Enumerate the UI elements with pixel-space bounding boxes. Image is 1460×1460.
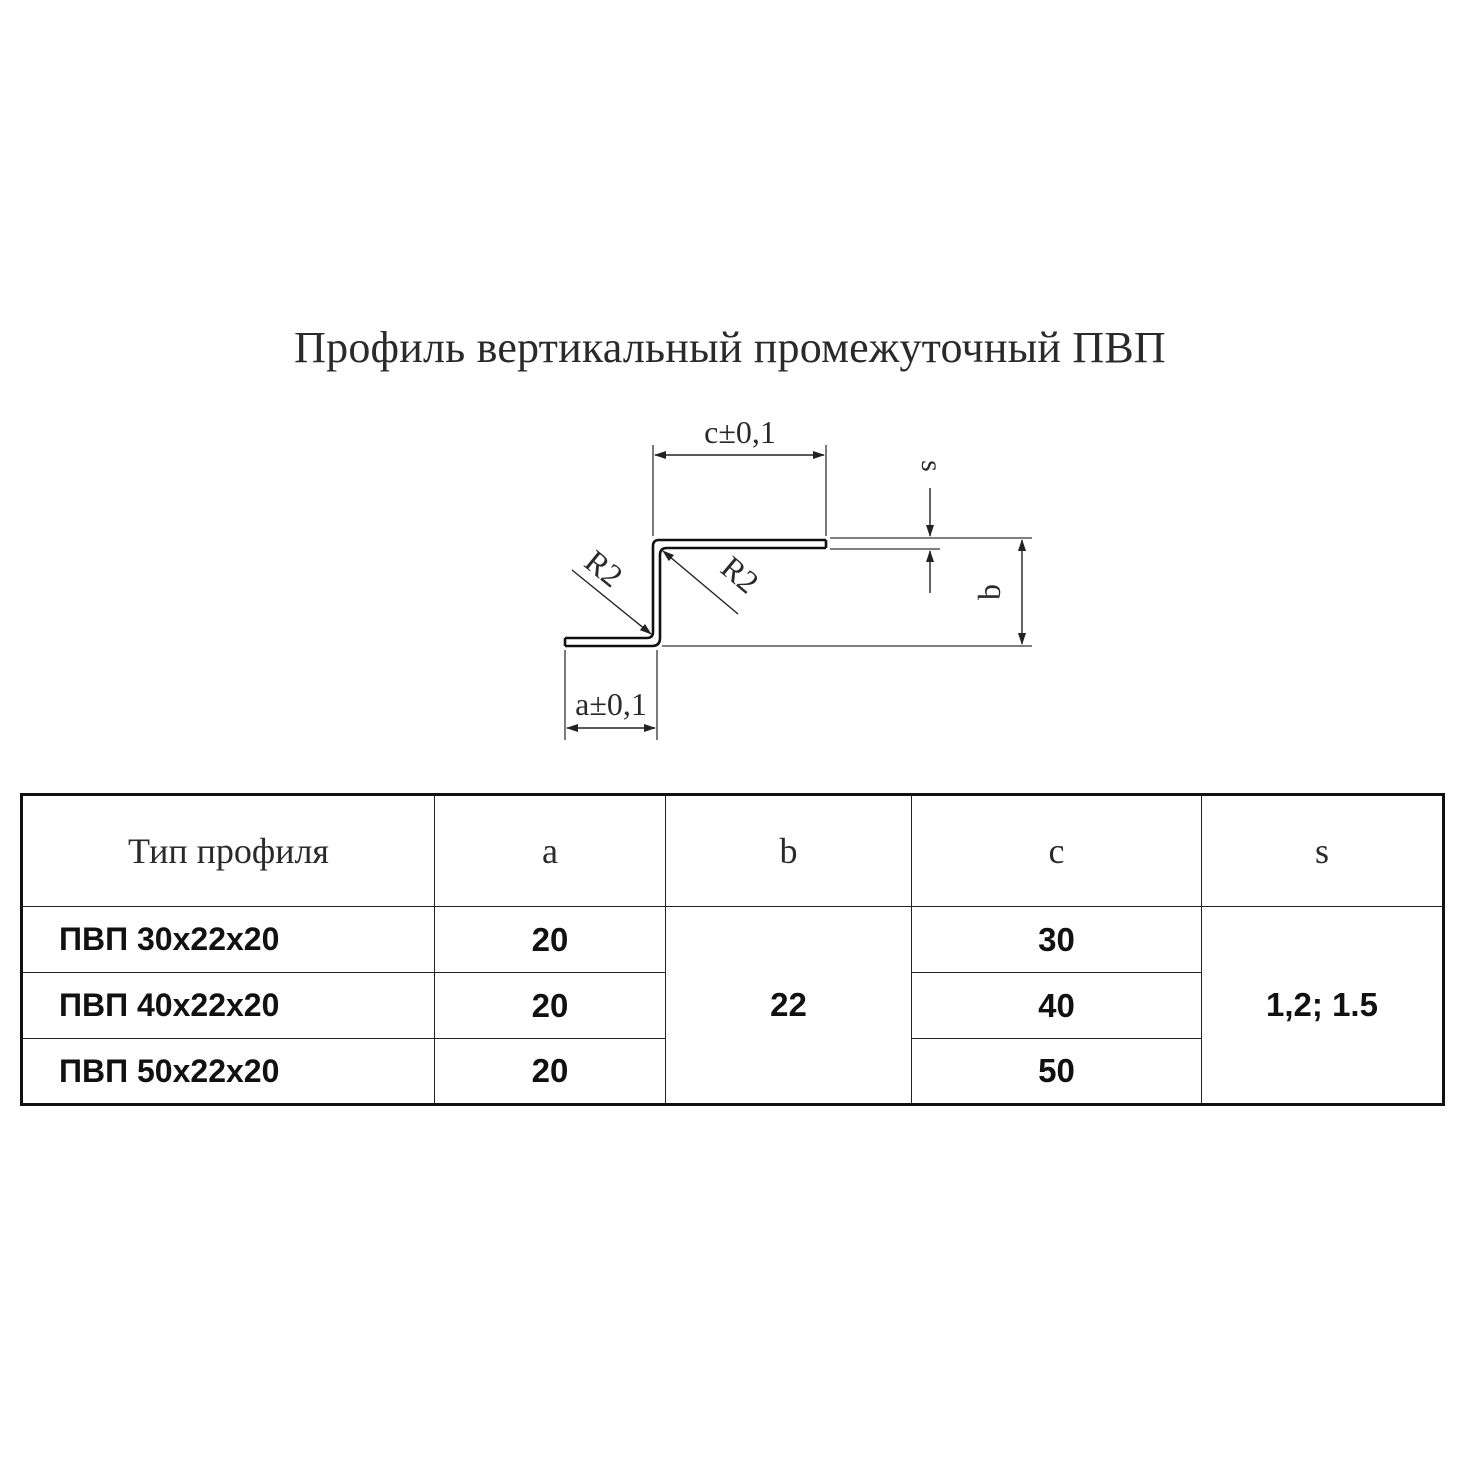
- cell-profile-name: ПВП 30х22х20: [22, 907, 435, 973]
- cell-profile-name: ПВП 50х22х20: [22, 1039, 435, 1105]
- cell-a: 20: [435, 1039, 666, 1105]
- profile-spec-table: [20, 793, 1445, 1106]
- dimension-a-label: а±0,1: [575, 686, 647, 722]
- cell-c: 40: [912, 973, 1202, 1039]
- cell-profile-name: ПВП 40х22х20: [22, 973, 435, 1039]
- cell-a: 20: [435, 973, 666, 1039]
- header-s: s: [1202, 795, 1444, 907]
- radius-left-label: R2: [578, 542, 630, 595]
- table-row: [22, 907, 1444, 973]
- page-title: Профиль вертикальный промежуточный ПВП: [294, 323, 1166, 372]
- cell-a: 20: [435, 907, 666, 973]
- table-header-row: [22, 795, 1444, 907]
- dimension-b-label: b: [971, 584, 1007, 600]
- dimension-c-label: с±0,1: [704, 414, 776, 450]
- cell-c: 50: [912, 1039, 1202, 1105]
- dimension-s-label: s: [915, 460, 948, 472]
- cell-s-merged: 1,2; 1.5: [1202, 907, 1444, 1105]
- cell-b-merged: 22: [666, 907, 912, 1105]
- cell-c: 30: [912, 907, 1202, 973]
- radius-right-label: R2: [714, 548, 766, 601]
- header-profile-type: Тип профиля: [22, 795, 435, 907]
- header-a: a: [435, 795, 666, 907]
- header-c: c: [912, 795, 1202, 907]
- header-b: b: [666, 795, 912, 907]
